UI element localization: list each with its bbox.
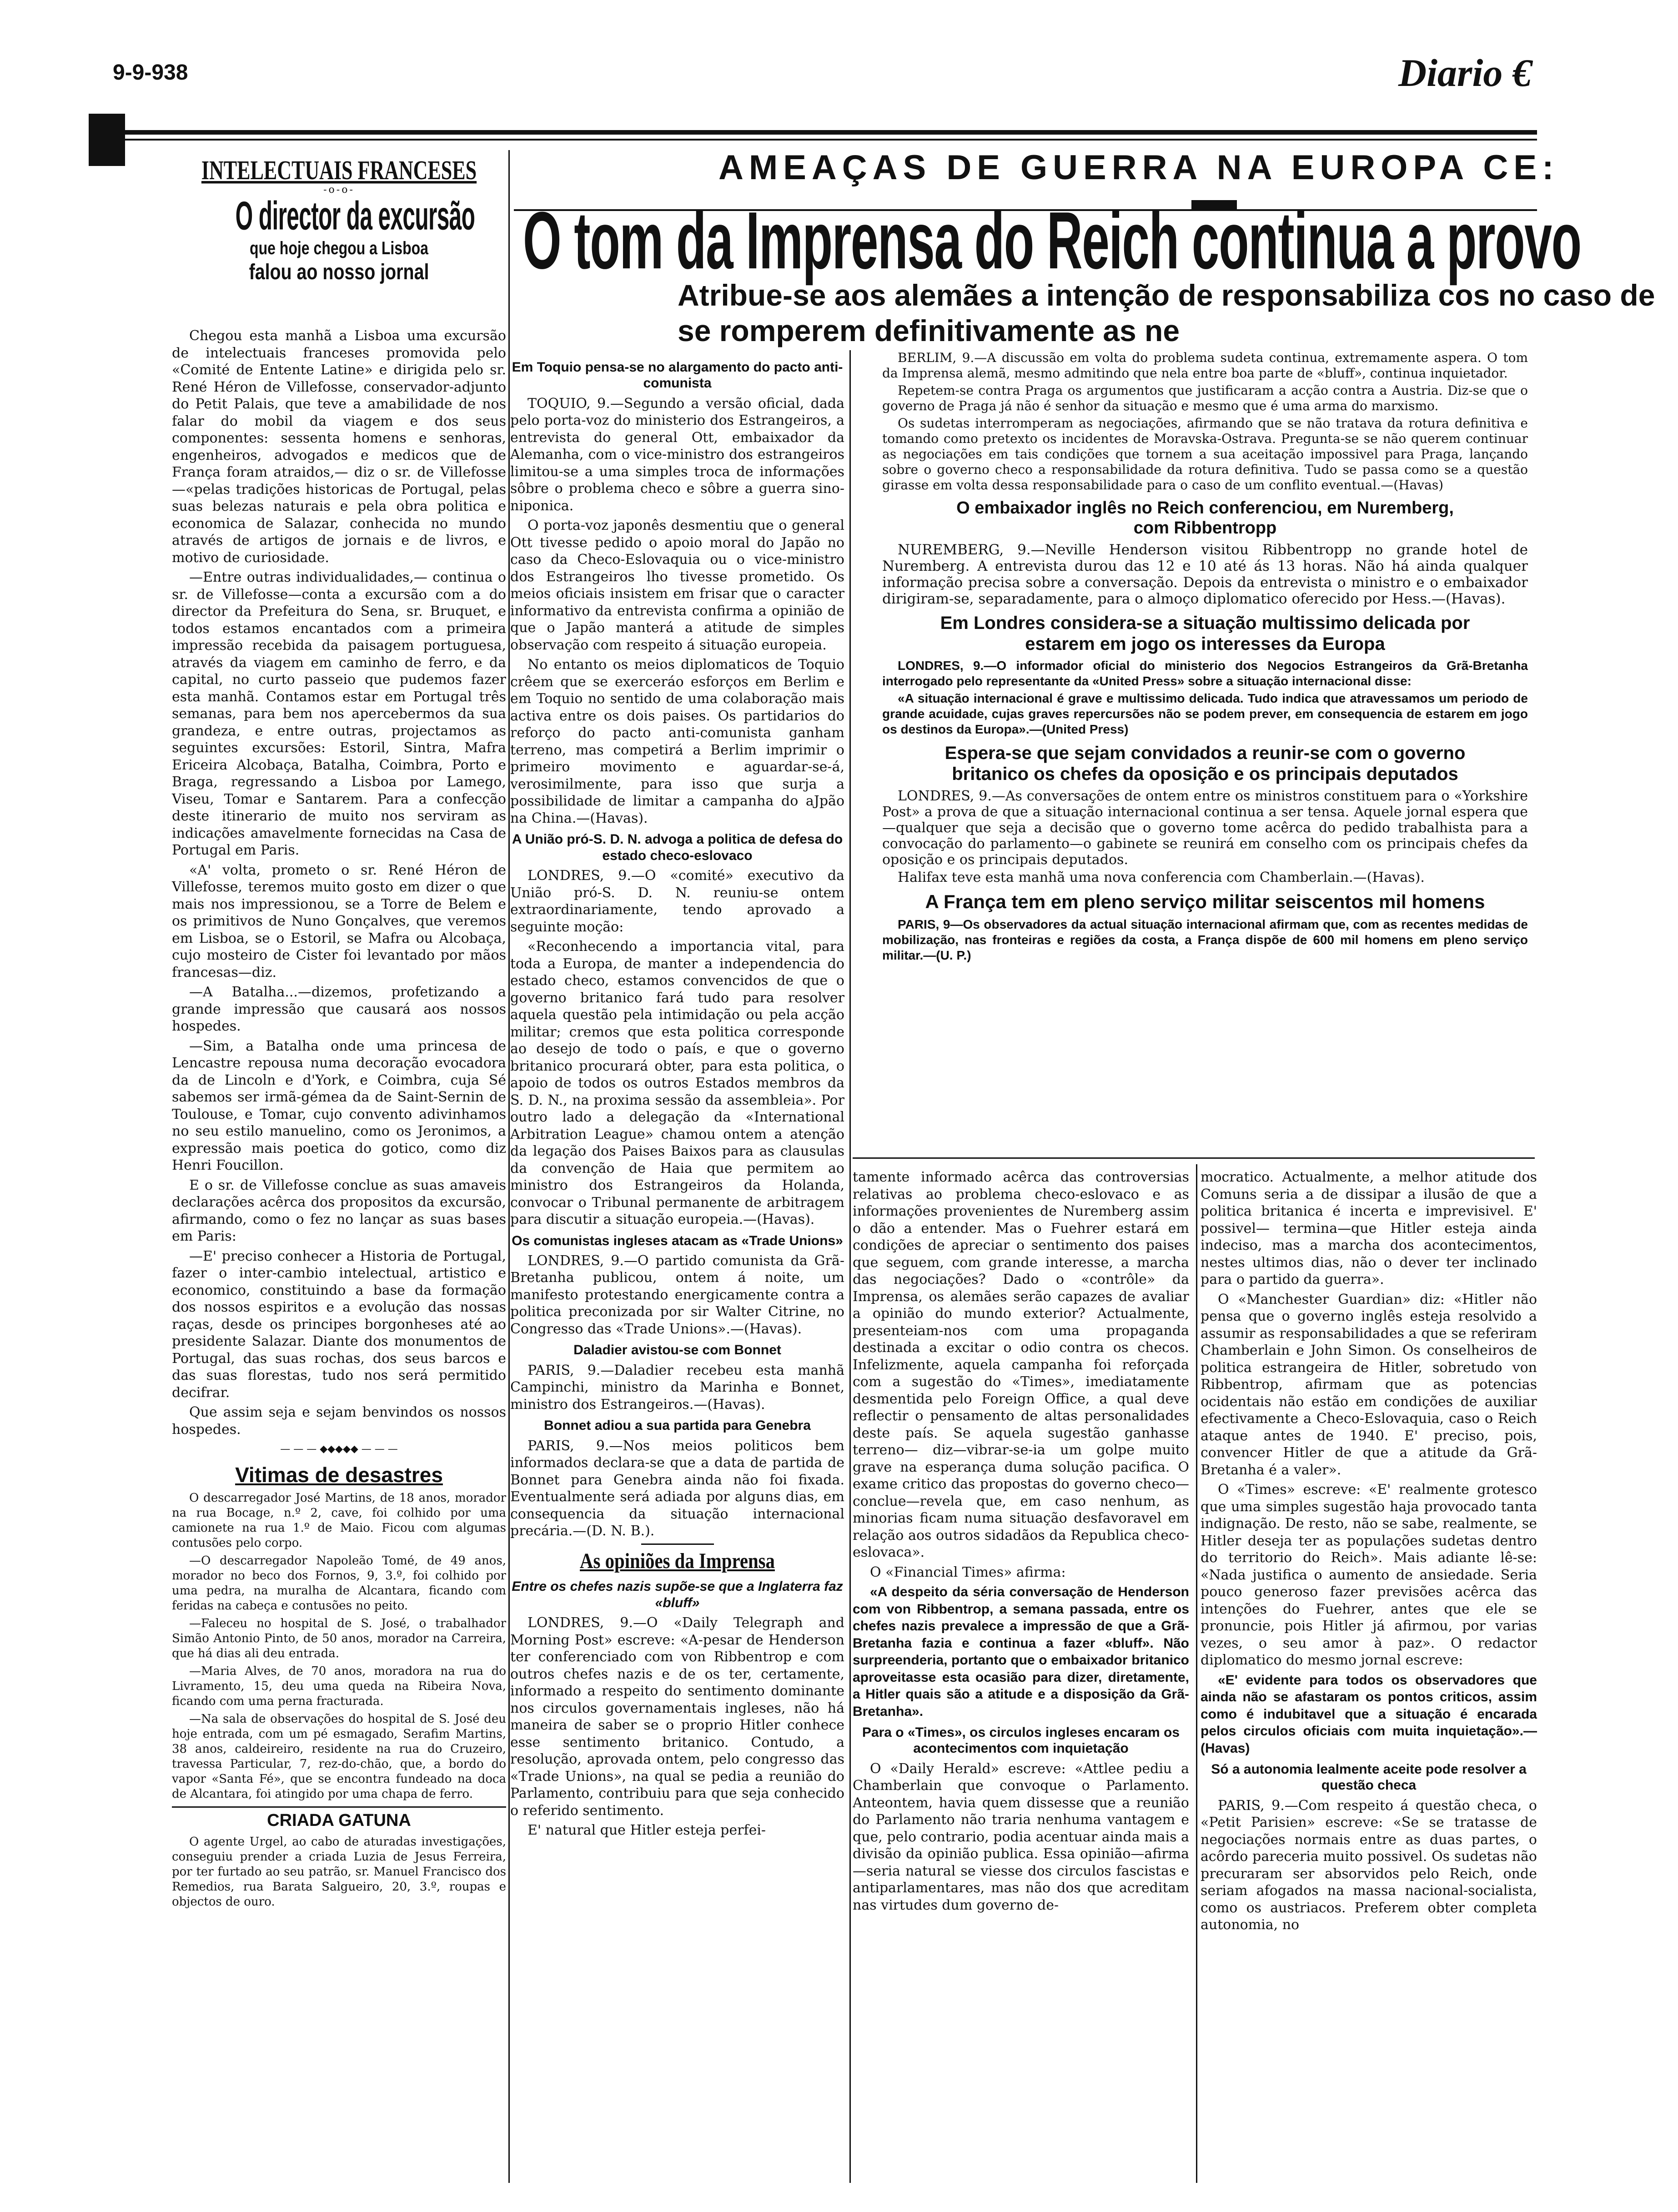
kicker: INTELECTUAIS FRANCESES [201,155,477,186]
paragraph: —O descarregador Napoleão Tomé, de 49 anos, morador no beco dos Fornos, 9, 3.º, foi colhido por uma pedra, na muralha de Alcantara, ficando com feridas na cabeça e contusões no peito. [172,1553,506,1613]
rule [641,1543,714,1545]
paragraph: tamente informado acêrca das controversias relativas ao problema checo-eslovaco e as informações provenientes de Nuremberg assim o dão a entender. Mas o Fuehrer estará em condições de apreciar o sentimento dos paises que seguem, com grande interesse, a marcha das negociações? Dado o «contrôle» da Imprensa, os alemães serão capazes de avaliar a opinião do mundo exterior? Actualmente, presenteiam-nos com uma propaganda destinada a excitar o odio contra os checos. Infelizmente, aquela campanha foi reforçada com a sugestão do «Times», imediatamente desmentida pelo Foreign Office, a qual deve reflectir o pensamento de altas personalidades deste país. Se aquela sugestão ganhasse terreno— diz—vibrar-se-ia um golpe muito grave na esperança duma solução pacifica. O exame critico das propostas do governo checo—conclue—revela que, em caso nenhum, as minorias ficam numa situação desfavoravel em relação aos outros sidadãos da Republica checo-eslovaca». [853,1169,1189,1560]
col3-body [853,1169,1189,1916]
sec-title: Bonnet adiou a sua partida para Genebra [544,1418,811,1433]
ornament-divider: — — — ◆◆◆◆◆ — — — [280,1443,398,1455]
header-rule-thick [123,130,1537,135]
paragraph: No entanto os meios diplomaticos de Toquio crêem que se exerceráo esforços em Berlim e em Toquio no sentido de uma colaboração mais activa entre os dois paises. Os partidarios do reforço do pacto anti-comunista ganham terreno, mas competirá a Berlim imprimir o primeiro movimento e aguardar-se-á, verosimilmente, para isso que surja a possibilidade de limitar a campanha do aJpão na China.—(Havas). [510,657,844,826]
main-deck: Atribue-se aos alemães a intenção de responsabiliza cos no caso de se romperem definitivamente as ne [678,278,1655,347]
paragraph: E' natural que Hitler esteja perfei- [528,1822,766,1839]
paragraph: TOQUIO, 9.—Segundo a versão oficial, dada pelo porta-voz do ministerio dos Estrangeiros, a entrevista do general Ott, embaixador da Alemanha, com o vice-ministro dos estrangeiros limitou-se a uma simples troca de informações sôbre o problema checo e sôbre a guerra sino-niponica. [510,395,844,514]
paragraph: O «Financial Times» afirma: [870,1564,1066,1580]
sec-title: A União pró-S. D. N. advoga a politica de defesa do estado checo-eslovaco [512,832,843,863]
paragraph: O agente Urgel, ao cabo de aturadas investigações, conseguiu prender a criada Luzia de Jesus Ferreira, por ter furtado ao seu patrão, sr. Manuel Francisco dos Remedios, rua Barata Salgueiro, 20, 3.º, roupas e objectos de ouro. [172,1835,506,1909]
victims-title: Vitimas de desastres [235,1463,443,1487]
paragraph: —Na sala de observações do hospital de S. José deu hoje entrada, com um pé esmagado, Serafim Martins, 38 anos, caldeireiro, residente na rua do Cruzeiro, travessa Particular, 7, rez-do-chão, que, a bordo do vapor «Santa Fé», que se encontra fundeado na doca de Alcantara, foi atingido por uma chapa de ferro. [172,1712,506,1801]
col2-body [510,355,844,1842]
maid-body [172,1835,506,1910]
paragraph: —Faleceu no hospital de S. José, o trabalhador Simão Antonio Pinto, de 50 anos, morador na Carreira, que há dias ali deu entrada. [172,1616,506,1660]
quote: «E' evidente para todos os observadores que ainda não se afastaram os pontos criticos, assim como é indubitavel que a situação é encarada pelos circulos oficiais com muita inquietação».—(Havas) [1201,1672,1537,1756]
sec-title: Em Londres considera-se a situação multissimo delicada por estarem em jogo os interesses da Europa [940,613,1470,654]
paragraph: LONDRES, 9.—As conversações de ontem entre os ministros constituem para o «Yorkshire Post» a prova de que a situação internacional continua a ser tensa. Aquele jornal espera que —qualquer que seja a decisão que o governo tome acêrca do pedido trabalhista para a convocação do parlamento—o gabinete se reunirá em conselho com os principais chefes da oposição e os principais deputados. [882,788,1528,868]
column-divider [508,150,510,2183]
paragraph: O descarregador José Martins, de 18 anos, morador na rua Bocage, n.º 2, cave, foi colhido por uma camionete na rua 1.º de Maio. Ficou com algumas contusões pelo corpo. [172,1491,506,1550]
paragraph: PARIS, 9.—Com respeito á questão checa, o «Petit Parisien» escreve: «Se se tratasse de negociações normais entre as duas partes, o acôrdo pareceria muito possivel. Os sudetas não precuraram ser absorvidos pelo Reich, onde seriam afogados na massa nacional-socialista, como os austriacos. Preferem obter completa autonomia, no [1201,1797,1537,1933]
wide-body [882,350,1528,965]
press-subtitle: Entre os chefes nazis supõe-se que a Inglaterra faz «bluff» [512,1579,843,1610]
paragraph: —Entre outras individualidades,— continua o sr. de Villefosse—conta a excursão com a do director da Prefeitura do Sena, sr. Bruquet, e todos estamos encantados com a primeira impressão recebida da paisagem portuguesa, através da viagem em caminho de ferro, e da capital, no curto passeio que pudemos fazer esta manhã. Contamos estar em Portugal três semanas, para bem nos apercebermos da sua grandeza, e entre outras, projectamos as seguintes excursões: Estoril, Sintra, Mafra Ericeira Alcobaça, Batalha, Coimbra, Porto e Braga, regressando a Lisboa por Lamego, Viseu, Tomar e Santarem. Para a confecção deste itinerario de muito nos serviram as indicações amavelmente fornecidas na Casa de Portugal em Paris. [172,569,506,858]
paragraph: O «Daily Herald» escreve: «Attlee pediu a Chamberlain que convoque o Parlamento. Anteontem, havia quem dissesse que a reunião do Parlamento não traria nenhuma vantagem e que, pelo contrario, podia acentuar ainda mais a divisão da opinião publica. Essa opinião—afirma—seria natural se viesse dos circulos fascistas e antiparlamentares, mas não dos que acreditam nas virtudes dum governo de- [853,1760,1189,1913]
paragraph: Que assim seja e sejam benvindos os nossos hospedes. [172,1404,506,1438]
section-rule [853,1157,1535,1159]
paragraph: PARIS, 9—Os observadores da actual situação internacional afirmam que, com as recentes medidas de mobilização, nas fronteiras e regiões da costa, a França dispõe de 600 mil homens em pleno serviço militar.—(U. P.) [882,917,1528,962]
corner-block [89,114,125,166]
masthead: Diario € [1398,51,1532,95]
paragraph: «Reconhecendo a importancia vital, para toda a Europa, de manter a independencia do estado checo, estamos convencidos de que o governo britanico fará tudo para resolver aquela questão pela intimidação ou pela acção militar; cremos que esta politica corresponde ao desejo de todo o país, e que o governo britanico procurará obter, para esta politica, o apoio de todos os outros Estados membros da S. D. N., na proxima sessão da assembleia». Por outro lado a delegação da «International Arbitration League» chamou ontem a atenção da legação dos Paises Baixos para as clausulas da convenção de Haia que permitem ao ministro dos Estrangeiros da Holanda, convocar o Tribunal permanente de arbitragem para discutir a situação europeia.—(Havas). [510,939,844,1228]
sec-title: Os comunistas ingleses atacam as «Trade Unions» [512,1233,843,1248]
col1-subhead-2: falou ao nosso jornal [249,260,429,284]
header-rule-thin [123,139,1537,141]
col1-body [172,327,506,1912]
paragraph: «A' volta, prometo o sr. René Héron de Villefosse, teremos muito gosto em dizer o que mais nos impressionou, se a Torre de Belem e os primitivos de Nuno Gonçalves, que veremos em Lisboa, se o Estoril, se Mafra ou Alcobaça, cujo mosteiro de Cister foi levantado por mãos francesas—diz. [172,862,506,980]
kicker-ornament: -o-o- [323,184,355,196]
col4-body [1201,1169,1537,1936]
sec-title: Só a autonomia lealmente aceite pode resolver a questão checa [1211,1762,1527,1793]
paragraph: O «Manchester Guardian» diz: «Hitler não pensa que o governo inglês esteja resolvido a assumir as responsabilidades a que se referiram Chamberlain e John Simon. Os conselheiros de politica estrangeira de Hitler, sobretudo von Ribbentrop, afirmam que as potencias ocidentais não estão em condições de auxiliar efectivamente a Checo-Eslovaquia, caso o Reich ataque antes de 1940. E' preciso, pois, convencer Hitler de que a atitude da Grã-Bretanha é a valer». [1201,1291,1537,1478]
paragraph: E o sr. de Villefosse conclue as suas amaveis declarações acêrca dos propositos da excursão, afirmando, como o fez no lançar as suas bases em Paris: [172,1177,506,1244]
paragraph: —Maria Alves, de 70 anos, moradora na rua do Livramento, 15, deu uma queda na Ribeira Nova, ficando com uma perna fracturada. [172,1664,506,1708]
paragraph: —E' preciso conhecer a Historia de Portugal, fazer o inter-cambio intelectual, artistico e economico, constituindo a base da formação dos nossos espiritos e a evolução das nossas raças, desde os principes borgonheses até ao presidente Salazar. Diante dos monumentos de Portugal, das suas rochas, dos seus barcos e das suas florestas, tudo nos será permitido decifrar. [172,1248,506,1401]
paragraph: LONDRES, 9.—O «Daily Telegraph and Morning Post» escreve: «A-pesar de Henderson ter conferenciado com von Ribbentrop e com outros chefes nazis e de os ter, certamente, informado a respeito do sentimento dominante nos circulos governamentais ingleses, não há maneira de saber se o proprio Hitler conhece esse sentimento britanico. Contudo, a resolução, aprovada ontem, pelo congresso das «Trade Unions», na qual se pedia a reunião do Parlamento, contribuiu para que seja conhecido o referido sentimento. [510,1615,844,1819]
paragraph: —A Batalha...—dizemos, profetizando a grande impressão que causará aos nossos hospedes. [172,984,506,1034]
maid-title: CRIADA GATUNA [172,1806,506,1831]
paragraph: —Sim, a Batalha onde uma princesa de Lencastre repousa numa decoração evocadora da de Lincoln e d'York, e Coimbra, cuja Sé sabemos ser irmã-gémea da de Saint-Sernin de Toulouse, e Tomar, cujo convento adivinhamos no seu estilo manuelino, como os Jeronimos, a expressão mais poetica do gotico, como diz Henri Foucillon. [172,1038,506,1173]
victims-body [172,1491,506,1802]
column-divider [1196,1164,1197,2183]
deck-box [678,277,1655,350]
paragraph: LONDRES, 9.—O informador oficial do ministerio dos Negocios Estrangeiros da Grã-Bretanha interrogado pelo representante da «United Press» sobre a situação internacional disse: [882,659,1528,689]
paragraph: PARIS, 9.—Daladier recebeu esta manhã Campinchi, ministro da Marinha e Bonnet, ministro dos Estrangeiros.—(Havas). [510,1362,844,1413]
banner-box [718,148,1559,187]
paragraph: LONDRES, 9.—O partido comunista da Grã-Bretanha publicou, ontem á noite, um manifesto protestando energicamente contra a politica preconizada por sir Walter Citrine, no Congresso das «Trade Unions».—(Havas). [510,1252,844,1337]
sec-title: Para o «Times», os circulos ingleses encaram os acontecimentos com inquietação [862,1725,1180,1756]
col1-subhead-1: que hoje chegou a Lisboa [250,238,428,258]
paragraph: Chegou esta manhã a Lisboa uma excursão de intelectuais franceses promovida pelo «Comité de Entente Latine» e dirigida pelo sr. René Héron de Villefosse, conservador-adjunto do Petit Palais, que teve a amabilidade de nos falar do mobil da viagem e dos seus componentes: sessenta homens e senhoras, engenheiros, advogados e medicos que de França foram atraidos,— diz o sr. de Villefosse—«pelas tradições historicas de Portugal, pelas suas belezas naturais e pela obra politica e economica de Salazar, conhecida no mundo através de artigos de jornais e de livros, e motivo de curiosidade. [172,328,506,566]
quote: «A despeito da séria conversação de Henderson com von Ribbentrop, a semana passada, entre os chefes nazis prevalece a impressão de que a Grã-Bretanha fazia e continua a fazer «bluff». Não surpreenderia, portanto que o embaixador britanico aproveitasse esta ocasião para dizer, diretamente, a Hitler quais são a atitude e a disposição da Grã-Bretanha». [853,1584,1189,1719]
paragraph: O «Times» escreve: «E' realmente grotesco que uma simples sugestão haja provocado tanta indignação. De resto, não se sabe, realmente, se Hitler deseja ter as populações sudetas dentro do territorio do Reich». Mais adiante lê-se: «Nada justifica o aumento de ansiedade. Seria pouco generoso fazer previsões acêrca das intenções do Fuehrer, antes que ele se pronuncie, pois Hitler já afirmou, por varias vezes, o seu amor à paz». O redactor diplomatico do mesmo jornal escreve: [1201,1482,1537,1668]
paragraph: BERLIM, 9.—A discussão em volta do problema sudeta continua, extremamente aspera. O tom da Imprensa alemã, mesmo admitindo que nela entre boa parte de «bluff», continua inquietador. [882,350,1528,381]
war-banner: AMEAÇAS DE GUERRA NA EUROPA CE: [718,148,1559,187]
paragraph: NUREMBERG, 9.—Neville Henderson visitou Ribbentropp no grande hotel de Nuremberg. A entrevista durou das 12 e 10 até ás 13 horas. Não há ainda qualquer informação precisa sobre a conversação. Depois da entrevista o ministro e o embaixador dirigiram-se, separadamente, para o almoço diplomatico oferecido por Hess.—(Havas). [882,542,1528,608]
paragraph: Repetem-se contra Praga os argumentos que justificaram a acção contra a Austria. Diz-se que o governo de Praga já não é senhor da situação e mesmo que é uma arma do marxismo. [882,383,1528,413]
paragraph: Halifax teve esta manhã uma nova conferencia com Chamberlain.—(Havas). [898,870,1425,886]
sec-title: O embaixador inglês no Reich conferenciou, em Nuremberg, com Ribbentropp [956,498,1454,538]
press-title: As opiniões da Imprensa [580,1548,775,1573]
sec-title: Em Toquio pensa-se no alargamento do pacto anti-comunista [512,360,843,391]
col1-headline: O director da excursão [235,193,475,238]
paragraph: O porta-voz japonês desmentiu que o general Ott tivesse pedido o apoio moral do Japão no caso da Checo-Eslovaquia ou o vice-ministro dos Estrangeiros lho tivesse prometido. Os meios oficiais insistem em frisar que o caracter informativo da entrevista confirma a opinião de que o Japão manterá a atitude de simples observação com respeito á situação europeia. [510,518,844,653]
column-1-header [172,155,506,285]
main-headline: O tom da Imprensa do Reich continua a provo [523,195,1581,286]
paragraph: PARIS, 9.—Nos meios politicos bem informados declara-se que a data de partida de Bonnet para Genebra ainda não foi fixada. Eventualmente será adiada por alguns dias, em consequencia da situação internacional precária.—(D. N. B.). [510,1438,844,1539]
paragraph: LONDRES, 9.—O «comité» executivo da União pró-S. D. N. reuniu-se ontem extraordinariamente, tendo aprovado a seguinte moção: [510,868,844,935]
main-headline-box [523,195,1581,286]
sec-title: Daladier avistou-se com Bonnet [573,1342,781,1358]
column-divider [849,350,851,2183]
sec-title: A França tem em pleno serviço militar seiscentos mil homens [925,891,1485,913]
paragraph: «A situação internacional é grave e multissimo delicada. Tudo indica que atravessamos um periodo de grande acuidade, cujas graves repercursões não se podem prever, em consequencia de estarem em jogo os destinos da Europa».—(United Press) [882,691,1528,737]
paragraph: mocratico. Actualmente, a melhor atitude dos Comuns seria a de dissipar a ilusão de que a politica britanica é incerta e imprevisivel. E' possivel— termina—que Hitler esteja ainda indeciso, mas a marcha dos acontecimentos, nestes ultimos dias, não o dever ter inclinado para o partido da guerra». [1201,1169,1537,1287]
paragraph: Os sudetas interromperam as negociações, afirmando que se não tratava da rotura definitiva e tomando como pretexto os incidentes de Moravska-Ostrava. Pregunta-se se não querem continuar as negociações em tais condições que tornem a sua aceitação impossivel para Praga, lançando sobre o governo checo a responsabilidade da rotura definitiva. Tudo se passa como se a questão girasse em volta dessa responsabilidade para o caso de um conflito eventual.—(Havas) [882,416,1528,493]
sec-title: Espera-se que sejam convidados a reunir-se com o governo britanico os chefes da oposição e os principais deputados [945,743,1466,784]
issue-date: 9-9-938 [113,60,188,85]
